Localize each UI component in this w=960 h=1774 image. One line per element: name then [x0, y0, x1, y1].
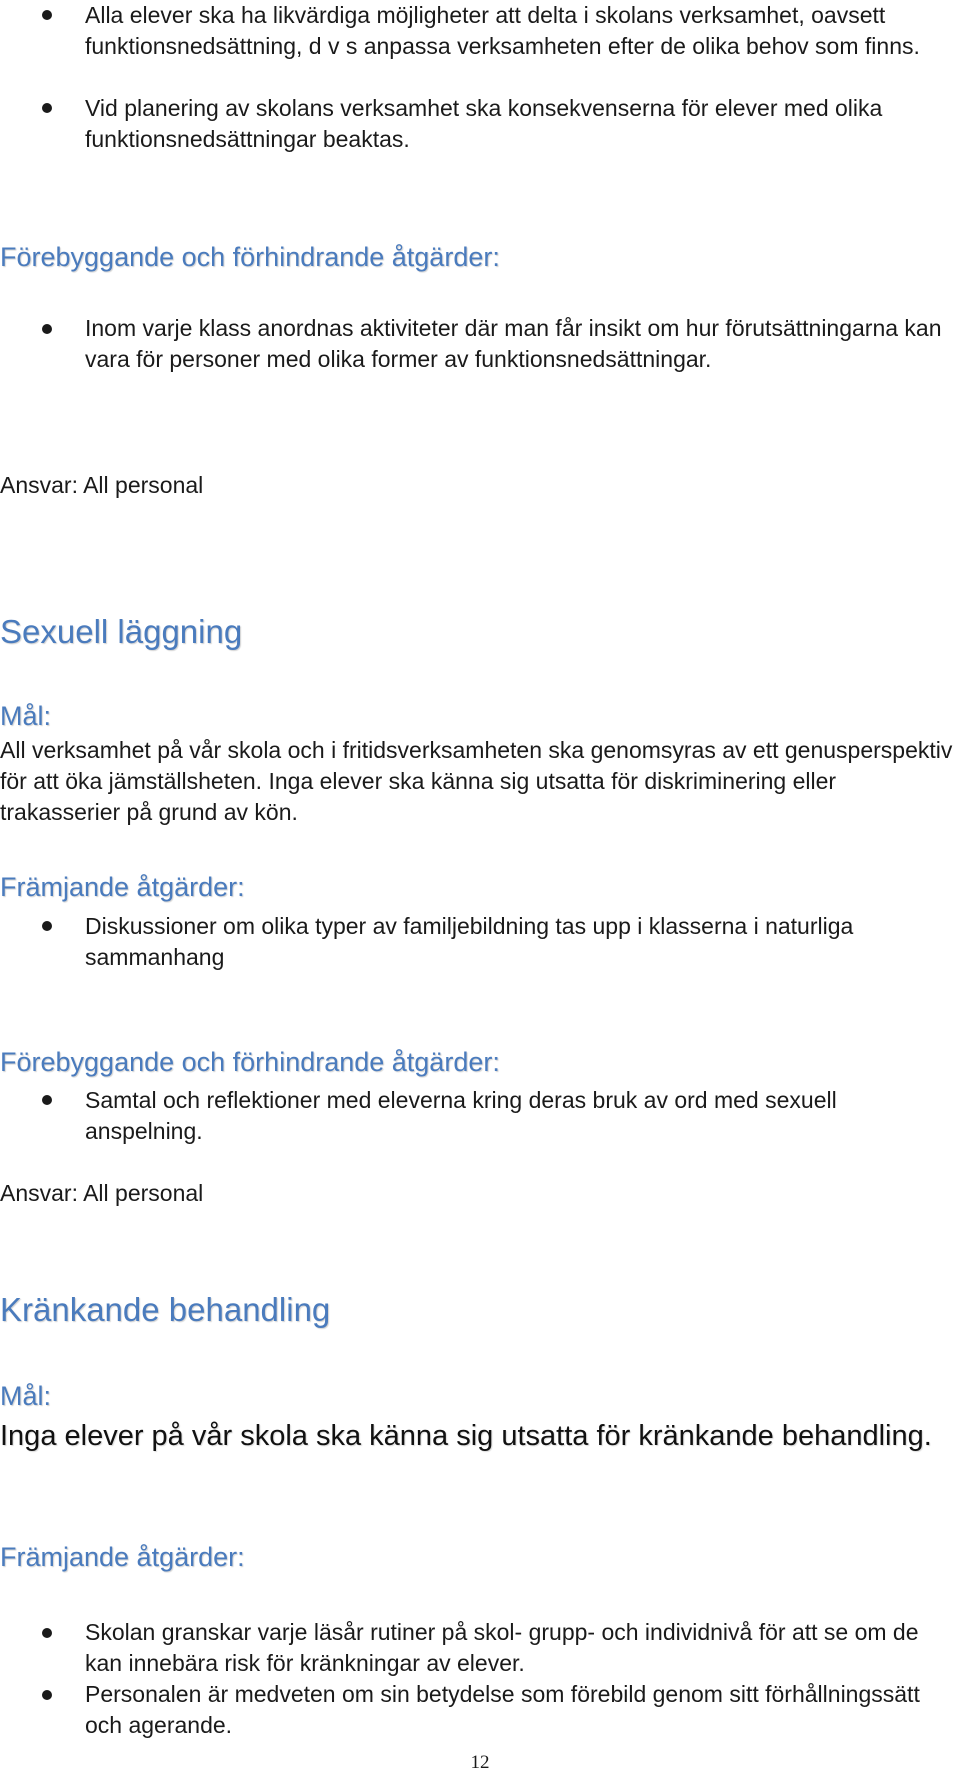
responsibility-text: Ansvar: All personal [0, 472, 204, 498]
list-item: Personalen är medveten om sin betydelse som förebild genom sitt förhållningssätt och agerande. [85, 1681, 920, 1738]
section-title-sexual-orientation: Sexuell läggning [0, 613, 243, 650]
goal-text: All verksamhet på vår skola och i fritidsverksamheten ska genomsyras av ett genusperspektiv för att öka jämställsheten. Inga elever ska känna sig utsatta för diskriminering eller trakasserier på grund av kön. [0, 737, 953, 825]
section-heading-preventive: Förebyggande och förhindrande åtgärder: [0, 242, 500, 272]
bullet-dot [42, 1690, 52, 1700]
goal-heading: Mål: [0, 1381, 52, 1411]
bullet-dot [42, 1095, 52, 1105]
bullet-dot [42, 921, 52, 931]
list-item: Inom varje klass anordnas aktiviteter där man får insikt om hur förutsättningarna kan vara för personer med olika former av funktionsnedsättningar. [85, 315, 942, 372]
page-number: 12 [470, 1752, 490, 1773]
goal-text: Inga elever på vår skola ska känna sig utsatta för kränkande behandling. [0, 1420, 932, 1452]
section-title-abusive-treatment: Kränkande behandling [0, 1291, 331, 1328]
preventive-heading: Förebyggande och förhindrande åtgärder: [0, 1047, 500, 1077]
bullet-dot [42, 103, 52, 113]
bullet-dot [42, 324, 52, 334]
responsibility-text: Ansvar: All personal [0, 1180, 204, 1206]
promoting-heading: Främjande åtgärder: [0, 1542, 245, 1572]
list-item: Vid planering av skolans verksamhet ska konsekvenserna för elever med olika funktionsnedsättningar beaktas. [85, 95, 883, 152]
bullet-dot [42, 10, 52, 20]
list-item: Skolan granskar varje läsår rutiner på skol- grupp- och individnivå för att se om de kan innebära risk för kränkningar av elever. [85, 1619, 919, 1676]
list-item: Diskussioner om olika typer av familjebildning tas upp i klasserna i naturliga sammanhang [85, 913, 854, 970]
goal-heading: Mål: [0, 701, 52, 731]
list-item: Alla elever ska ha likvärdiga möjligheter att delta i skolans verksamhet, oavsett funktionsnedsättning, d v s anpassa verksamheten efter de olika behov som finns. [85, 2, 920, 59]
promoting-heading: Främjande åtgärder: [0, 872, 245, 902]
list-item: Samtal och reflektioner med eleverna kring deras bruk av ord med sexuell anspelning. [85, 1087, 837, 1144]
bullet-dot [42, 1628, 52, 1638]
